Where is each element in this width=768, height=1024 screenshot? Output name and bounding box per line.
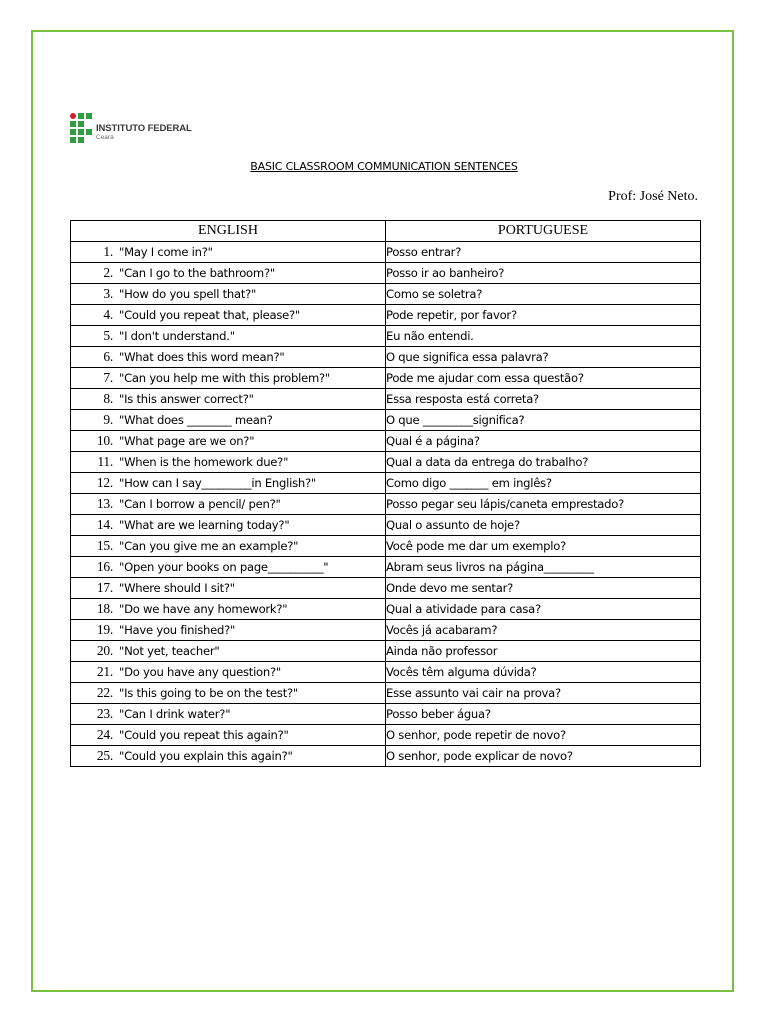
row-number: 25. (96, 748, 113, 763)
document-title: BASIC CLASSROOM COMMUNICATION SENTENCES (250, 160, 518, 173)
english-sentence: "What does ________ mean? (119, 413, 273, 427)
row-number: 11. (97, 454, 113, 469)
english-sentence: "Not yet, teacher" (119, 644, 220, 658)
row-number: 23. (96, 706, 113, 721)
english-cell (71, 263, 386, 284)
row-number: 15. (96, 538, 113, 553)
portuguese-sentence: Posso entrar? (386, 242, 701, 263)
portuguese-sentence: Eu não entendi. (386, 326, 701, 347)
table-row (71, 473, 701, 494)
portuguese-sentence: Essa resposta está correta? (386, 389, 701, 410)
logo-title: INSTITUTO FEDERAL (96, 123, 192, 134)
portuguese-sentence: Posso ir ao banheiro? (386, 263, 701, 284)
row-number: 2. (103, 265, 113, 280)
english-cell (71, 431, 386, 452)
portuguese-sentence: O que _________significa? (386, 410, 701, 431)
header-english: ENGLISH (71, 221, 386, 242)
portuguese-sentence: Pode repetir, por favor? (386, 305, 701, 326)
row-number: 20. (96, 643, 113, 658)
institution-logo (70, 113, 192, 143)
english-cell (71, 368, 386, 389)
english-cell (71, 620, 386, 641)
english-sentence: "Is this going to be on the test?" (119, 686, 298, 700)
portuguese-sentence: Posso pegar seu lápis/caneta emprestado? (386, 494, 701, 515)
row-number: 16. (96, 559, 113, 574)
english-cell (71, 746, 386, 767)
table-row (71, 641, 701, 662)
table-row (71, 305, 701, 326)
row-number: 10. (96, 433, 113, 448)
table-row (71, 263, 701, 284)
table-row (71, 347, 701, 368)
portuguese-sentence: Esse assunto vai cair na prova? (386, 683, 701, 704)
table-row (71, 746, 701, 767)
portuguese-sentence: Vocês já acabaram? (386, 620, 701, 641)
table-header-row (71, 221, 701, 242)
portuguese-sentence: Como digo _______ em inglês? (386, 473, 701, 494)
header-portuguese: PORTUGUESE (386, 221, 701, 242)
row-number: 13. (96, 496, 113, 511)
english-sentence: "Do you have any question?" (119, 665, 281, 679)
english-sentence: "What page are we on?" (119, 434, 255, 448)
table-row (71, 683, 701, 704)
english-sentence: "How do you spell that?" (119, 287, 257, 301)
row-number: 8. (103, 391, 113, 406)
table-row (71, 620, 701, 641)
row-number: 12. (96, 475, 113, 490)
english-sentence: "Could you repeat that, please?" (119, 308, 300, 322)
table-row (71, 578, 701, 599)
english-cell (71, 452, 386, 473)
english-sentence: "How can I say_________in English?" (119, 476, 316, 490)
english-cell (71, 704, 386, 725)
english-cell (71, 347, 386, 368)
portuguese-sentence: Onde devo me sentar? (386, 578, 701, 599)
english-sentence: "Have you finished?" (119, 623, 236, 637)
portuguese-sentence: Abram seus livros na página_________ (386, 557, 701, 578)
portuguese-sentence: Qual a atividade para casa? (386, 599, 701, 620)
row-number: 5. (103, 328, 113, 343)
row-number: 6. (103, 349, 113, 364)
english-sentence: "What are we learning today?" (119, 518, 290, 532)
english-cell (71, 494, 386, 515)
english-sentence: "What does this word mean?" (119, 350, 285, 364)
portuguese-sentence: Como se soletra? (386, 284, 701, 305)
english-sentence: "Is this answer correct?" (119, 392, 254, 406)
portuguese-sentence: Vocês têm alguma dúvida? (386, 662, 701, 683)
portuguese-sentence: Qual é a página? (386, 431, 701, 452)
english-cell (71, 515, 386, 536)
english-cell (71, 662, 386, 683)
english-cell (71, 536, 386, 557)
table-row (71, 494, 701, 515)
english-cell (71, 410, 386, 431)
english-cell (71, 305, 386, 326)
table-row (71, 284, 701, 305)
english-sentence: "Can you give me an example?" (119, 539, 299, 553)
portuguese-sentence: Pode me ajudar com essa questão? (386, 368, 701, 389)
portuguese-sentence: Ainda não professor (386, 641, 701, 662)
portuguese-sentence: Qual a data da entrega do trabalho? (386, 452, 701, 473)
logo-subtitle: Ceará (96, 133, 114, 141)
english-sentence: "Where should I sit?" (119, 581, 235, 595)
table-row (71, 410, 701, 431)
table-row (71, 242, 701, 263)
table-row (71, 368, 701, 389)
row-number: 18. (96, 601, 113, 616)
table-row (71, 452, 701, 473)
portuguese-sentence: O que significa essa palavra? (386, 347, 701, 368)
sentences-table (70, 220, 701, 767)
english-sentence: "Can I borrow a pencil/ pen?" (119, 497, 281, 511)
table-row (71, 515, 701, 536)
english-cell (71, 389, 386, 410)
row-number: 19. (96, 622, 113, 637)
portuguese-sentence: O senhor, pode explicar de novo? (386, 746, 701, 767)
portuguese-sentence: Posso beber água? (386, 704, 701, 725)
row-number: 4. (103, 307, 113, 322)
author-line: Prof: José Neto. (608, 189, 698, 204)
english-cell (71, 326, 386, 347)
english-cell (71, 683, 386, 704)
portuguese-sentence: Você pode me dar um exemplo? (386, 536, 701, 557)
table-row (71, 431, 701, 452)
table-row (71, 662, 701, 683)
portuguese-sentence: O senhor, pode repetir de novo? (386, 725, 701, 746)
row-number: 9. (103, 412, 113, 427)
english-cell (71, 641, 386, 662)
english-cell (71, 284, 386, 305)
english-cell (71, 557, 386, 578)
english-cell (71, 725, 386, 746)
table-row (71, 389, 701, 410)
english-sentence: "I don't understand." (119, 329, 235, 343)
english-sentence: "May I come in?" (119, 245, 213, 259)
table-row (71, 725, 701, 746)
english-cell (71, 473, 386, 494)
row-number: 7. (103, 370, 113, 385)
english-sentence: "When is the homework due?" (119, 455, 289, 469)
english-sentence: "Do we have any homework?" (119, 602, 288, 616)
table-row (71, 599, 701, 620)
table-row (71, 536, 701, 557)
row-number: 14. (96, 517, 113, 532)
english-sentence: "Can I drink water?" (119, 707, 231, 721)
english-sentence: "Could you explain this again?" (119, 749, 293, 763)
english-sentence: "Could you repeat this again?" (119, 728, 289, 742)
row-number: 24. (96, 727, 113, 742)
row-number: 1. (103, 244, 113, 259)
row-number: 17. (96, 580, 113, 595)
table-row (71, 557, 701, 578)
english-sentence: "Open your books on page__________" (119, 560, 329, 574)
english-cell (71, 599, 386, 620)
portuguese-sentence: Qual o assunto de hoje? (386, 515, 701, 536)
english-cell (71, 578, 386, 599)
table-row (71, 326, 701, 347)
row-number: 22. (96, 685, 113, 700)
logo-mark-icon (70, 113, 92, 143)
row-number: 3. (103, 286, 113, 301)
english-sentence: "Can you help me with this problem?" (119, 371, 330, 385)
english-cell (71, 242, 386, 263)
table-row (71, 704, 701, 725)
row-number: 21. (96, 664, 113, 679)
english-sentence: "Can I go to the bathroom?" (119, 266, 275, 280)
